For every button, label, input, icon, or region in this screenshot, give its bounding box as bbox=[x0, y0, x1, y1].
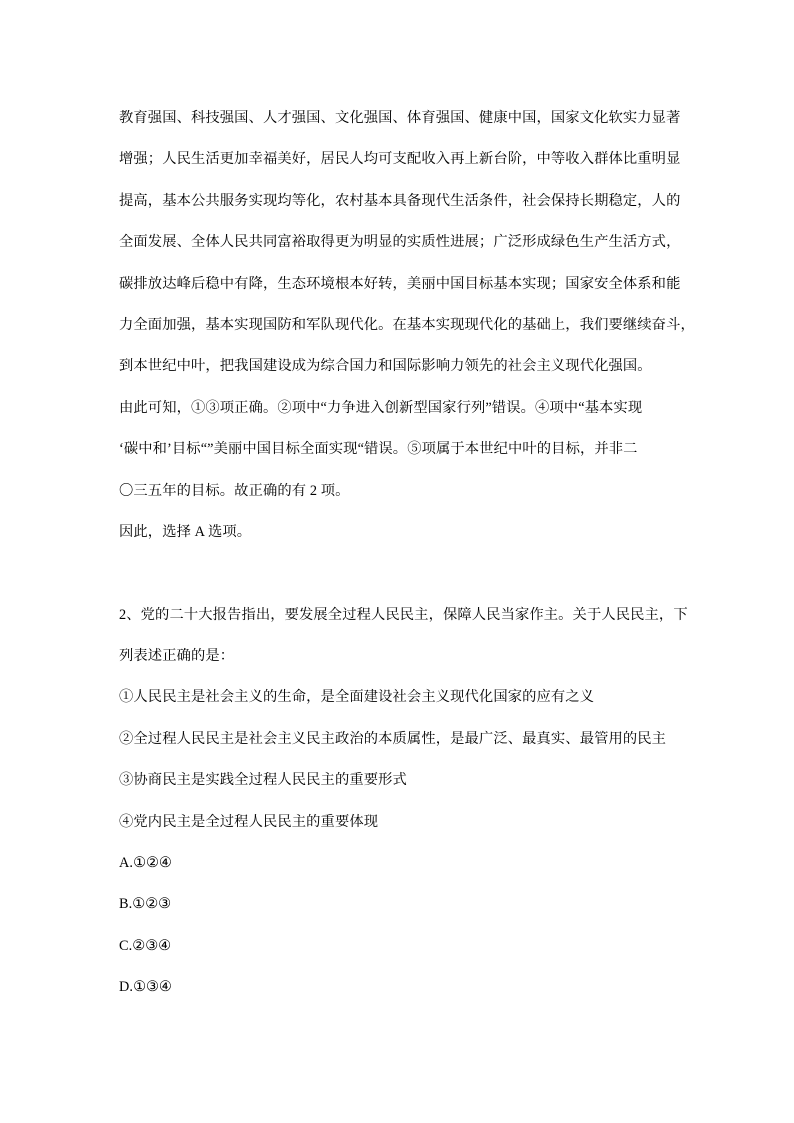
explanation-line: 增强；人民生活更加幸福美好，居民人均可支配收入再上新台阶，中等收入群体比重明显 bbox=[119, 151, 681, 168]
statement-line-4: ④党内民主是全过程人民民主的重要体现 bbox=[119, 813, 379, 830]
option-line-d: D.①③④ bbox=[119, 979, 172, 996]
explanation-line: 碳排放达峰后稳中有降，生态环境根本好转，美丽中国目标基本实现；国家安全体系和能 bbox=[119, 275, 681, 292]
explanation-line: 全面发展、全体人民共同富裕取得更为明显的实质性进展；广泛形成绿色生产生活方式， bbox=[119, 234, 681, 251]
option-line-b: B.①②③ bbox=[119, 896, 172, 913]
statement-line-1: ①人民民主是社会主义的生命，是全面建设社会主义现代化国家的应有之义 bbox=[119, 689, 595, 706]
statement-line-2: ②全过程人民民主是社会主义民主政治的本质属性，是最广泛、最真实、最管用的民主 bbox=[119, 730, 667, 747]
question-stem-line: 2、党的二十大报告指出，要发展全过程人民民主，保障人民当家作主。关于人民民主，下 bbox=[119, 606, 688, 623]
explanation-line: 力全面加强，基本实现国防和军队现代化。在基本实现现代化的基础上，我们要继续奋斗， bbox=[119, 316, 695, 333]
option-line-c: C.②③④ bbox=[119, 937, 172, 954]
document-page bbox=[119, 98, 695, 1009]
question-stem-line: 列表述正确的是： bbox=[119, 648, 235, 665]
explanation-line: ‘碳中和’目标“”美丽中国目标全面实现“错误。⑤项属于本世纪中叶的目标，并非二 bbox=[119, 441, 638, 458]
statement-line-3: ③协商民主是实践全过程人民民主的重要形式 bbox=[119, 772, 407, 789]
explanation-line: 教育强国、科技强国、人才强国、文化强国、体育强国、健康中国，国家文化软实力显著 bbox=[119, 110, 681, 126]
question-2-block bbox=[119, 595, 688, 1009]
answer-conclusion-line: 因此，选择 A 选项。 bbox=[119, 523, 252, 540]
blank-line-spacer bbox=[119, 553, 675, 594]
explanation-line: 提高，基本公共服务实现均等化，农村基本具备现代生活条件，社会保持长期稳定，人的 bbox=[119, 192, 681, 209]
answer-explanation-paragraph bbox=[119, 98, 695, 553]
explanation-line: 到本世纪中叶，把我国建设成为综合国力和国际影响力领先的社会主义现代化强国。 bbox=[119, 358, 652, 375]
explanation-line: 由此可知，①③项正确。②项中“力争进入创新型国家行列”错误。④项中“基本实现 bbox=[119, 399, 643, 416]
explanation-line: 〇三五年的目标。故正确的有 2 项。 bbox=[119, 482, 350, 499]
option-line-a: A.①②④ bbox=[119, 855, 172, 872]
